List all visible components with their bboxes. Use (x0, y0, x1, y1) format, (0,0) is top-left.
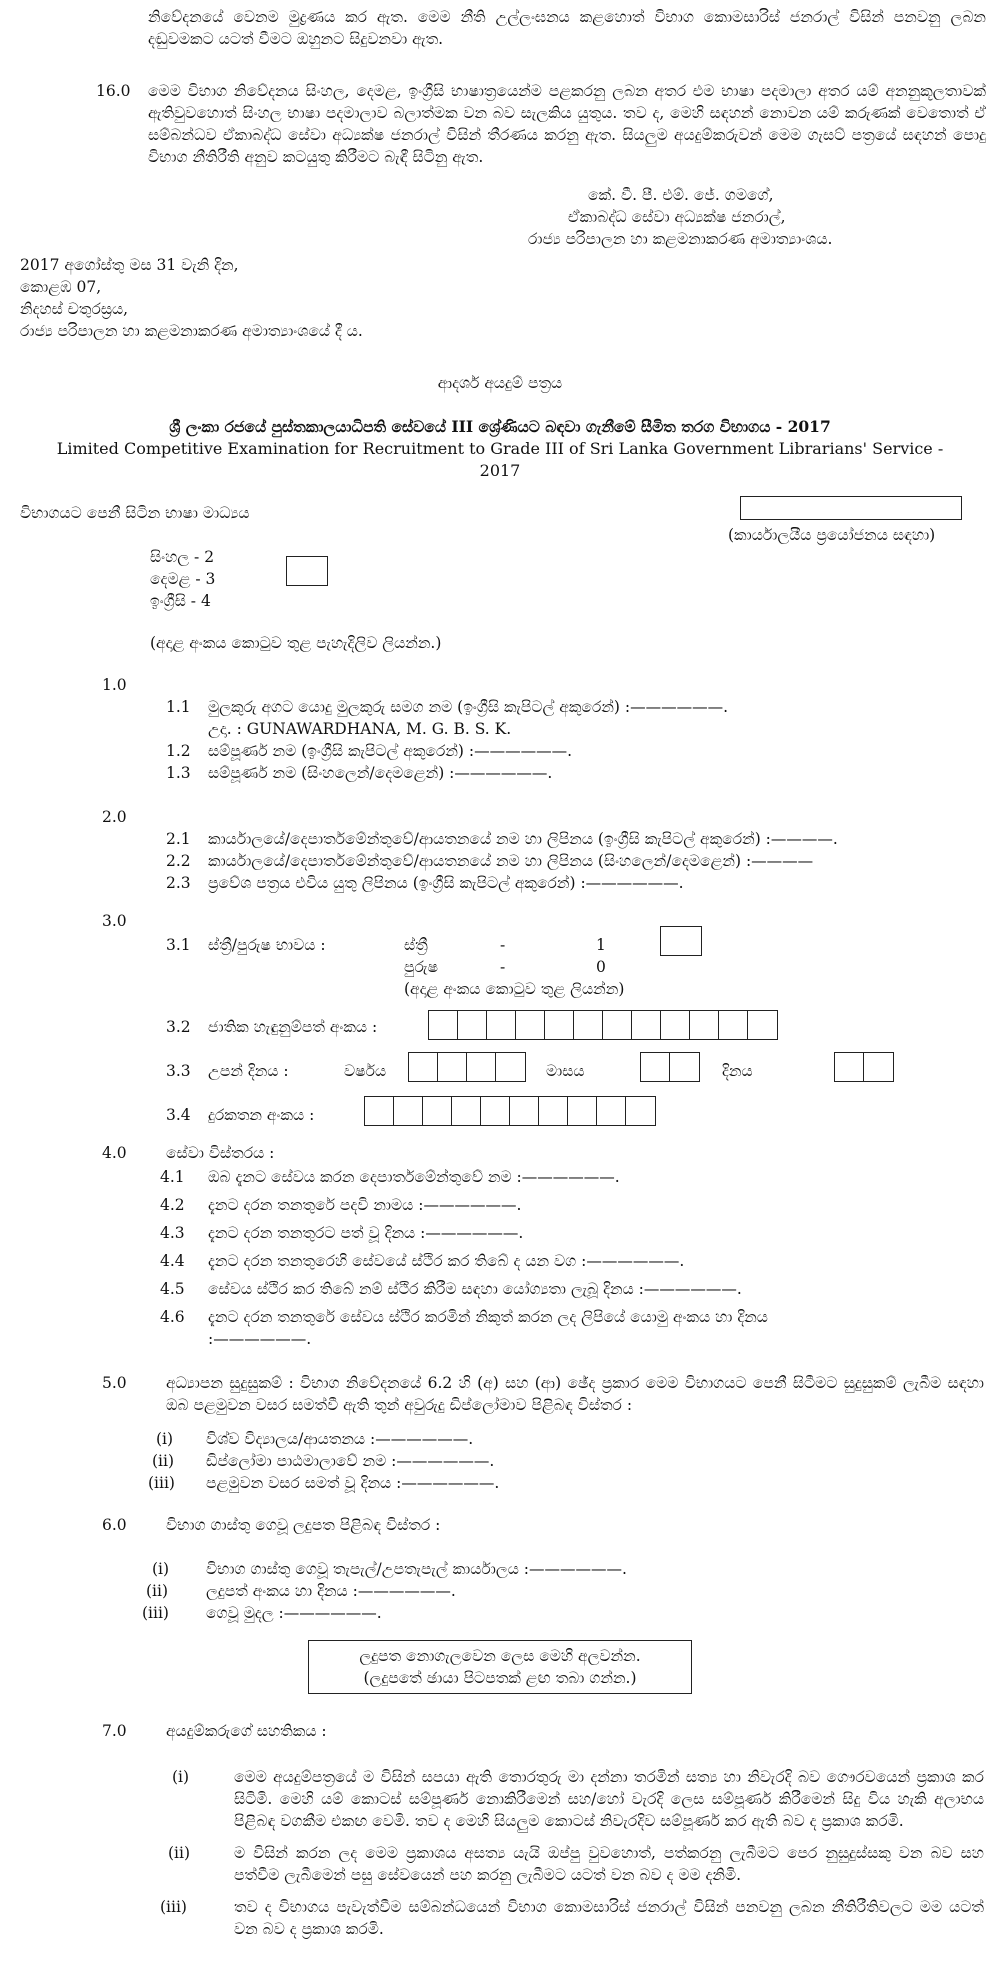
item-2-3-number: 2.3 (166, 874, 191, 892)
gender-label: ස්ත්‍රී/පුරුෂ භාවය : (208, 936, 326, 954)
office-use-box[interactable] (740, 496, 962, 520)
office-use-label: (කාර්යාලයීය ප්‍රයෝජනය සඳහා) (728, 526, 936, 544)
item-1-2-number: 1.2 (166, 742, 191, 760)
section-2-number: 2.0 (102, 808, 127, 826)
form-title-english-1: Limited Competitive Examination for Recruitment to Grade III of Sri Lanka Government Librarians' Service - (56, 439, 944, 458)
nic-number-boxes[interactable] (428, 1010, 778, 1040)
dob-month-label: මාසය (546, 1062, 585, 1080)
place-line-1: කොළඹ 07, (20, 278, 102, 296)
item-7-i-number: (i) (172, 1768, 190, 1786)
medium-option-tamil: දෙමළ - 3 (150, 570, 216, 588)
medium-option-english: ඉංග්‍රීසි - 4 (150, 592, 211, 610)
item-1-1-text: මුලකුරු අගට යොදු මුලකුරු සමග නම (ඉංග්‍රීසි කැපිටල් අකුරෙන්) :——————. (208, 698, 729, 716)
item-5-ii-number: (ii) (152, 1452, 175, 1470)
gender-male-dash: - (500, 958, 506, 976)
item-3-1-number: 3.1 (166, 936, 191, 954)
item-5-i-text: විශ්ව විද්‍යාලය/ආයතනය :——————. (206, 1430, 474, 1448)
item-6-i-number: (i) (152, 1560, 170, 1578)
gender-female-dash: - (500, 936, 506, 954)
item-5-iii-text: පළමුවන වසර සමත් වූ දිනය :——————. (206, 1474, 500, 1492)
item-7-ii-number: (ii) (168, 1844, 191, 1862)
item-4-6-number: 4.6 (160, 1308, 185, 1326)
dob-year-boxes[interactable] (408, 1052, 526, 1082)
item-4-6-line: :——————. (208, 1330, 312, 1348)
item-6-i-text: විභාග ගාස්තු ගෙවූ තැපැල්/උපතැපැල් කාර්යාලය :——————. (206, 1560, 627, 1578)
item-2-2-text: කාර්යාලයේ/දෙපාර්තමේන්තුවේ/ආයතනයේ නම හා ලිපිනය (සිංහලෙන්/දෙමළෙන්) :———— (208, 852, 814, 870)
item-2-1-number: 2.1 (166, 830, 191, 848)
item-4-1-number: 4.1 (160, 1168, 185, 1186)
gender-code-box[interactable] (660, 926, 702, 956)
receipt-note-line-2: (ලදුපතේ ඡායා පිටපතක් ළඟ තබා ගන්න.) (363, 1669, 637, 1687)
gender-female-label: ස්ත්‍රී (404, 936, 428, 954)
section-6-heading: විභාග ගාස්තු ගෙවූ ලදුපත පිළිබඳ විස්තර : (166, 1516, 441, 1534)
form-label: ආදර්ශ අයදුම් පත්‍රය (437, 374, 563, 392)
receipt-paste-box (308, 1640, 692, 1694)
item-7-ii-text: ම විසින් කරන ලද මෙම ප්‍රකාශය අසත්‍ය යැයි ඔප්පු වුවහොත්, පත්කරනු ලැබීමට පෙර නුසුදුස්සකු වන බව සහ පත්වීම ලැබීමෙන් පසු සේවයෙන් පහ කරනු ලැබීමට යටත් වන බව ද මම දනිමි. (234, 1844, 984, 1884)
item-7-iii-text: තව ද විභාගය පැවැත්වීම සම්බන්ධයෙන් විභාග කොමසාරිස් ජනරාල් විසින් පනවනු ලබන නීතිරීතිවලට මම යටත් වන බව ද ප්‍රකාශ කරමි. (234, 1898, 984, 1938)
section-5-paragraph: අධ්‍යාපන සුදුසුකම් : විභාග නිවේදනයේ 6.2 හි (අ) සහ (ආ) ඡේද ප්‍රකාර මෙම විභාගයට පෙනී සිටීමට සුදුසුකම් ලැබීම සඳහා ඔබ පළමුවන වසර සමත්වී ඇති තුන් අවුරුදු ඩිප්ලෝමාව පිළිබඳ විස්තර : (166, 1374, 984, 1414)
item-5-ii-text: ඩිප්ලෝමා පාඨමාලාවේ නම :——————. (206, 1452, 495, 1470)
item-7-iii-number: (iii) (160, 1898, 187, 1916)
item-4-4-text: දැනට දරන තනතුරෙහි සේවයේ ස්ථිර කර තිබේ ද යන වග :——————. (208, 1252, 685, 1270)
item-5-i-number: (i) (156, 1430, 174, 1448)
signature-name: කේ. වී. පී. එම්. ජේ. ගමගේ, (588, 186, 774, 204)
medium-label: විභාගයට පෙනී සිටින භාෂා මාධ්‍යය (20, 504, 250, 522)
section-16-paragraph: මෙම විභාග නිවේදනය සිංහල, දෙමළ, ඉංග්‍රීසි භාෂාත්‍රයෙන්ම පළකරනු ලබන අතර එම භාෂා පදමාලා අතර යම් අනනුකූලතාවක් ඇතිවුවහොත් සිංහල භාෂා පදමාලාව බලාත්මක වන බව සැලකිය යුතුය. තව ද, මෙහි සඳහන් නොවන යම් කරුණක් වෙතොත් ඒ සම්බන්ධව ඒකාබද්ධ සේවා අධ්‍යක්ෂ ජනරාල් විසින් තීරණය කරනු ඇත. සියලුම අයදුම්කරුවන් මෙම ගැසට් පත්‍රයේ සඳහන් පොදු විභාග නීතිරීති අනුව කටයුතු කිරීමට බැඳී සිටිනු ඇත. (148, 82, 986, 166)
item-1-1-example: උදා. : GUNAWARDHANA, M. G. B. S. K. (208, 720, 512, 738)
item-6-iii-number: (iii) (142, 1604, 169, 1622)
nic-label: ජාතික හැඳුනුම්පත් අංකය : (208, 1018, 378, 1036)
intro-paragraph: නිවේදනයේ වෙනම මුද්‍රණය කර ඇත. මෙම නීති උල්ලංඝනය කළහොත් විභාග කොමසාරිස් ජනරාල් විසින් පනවනු ලබන දඬුවමකට යටත් වීමට ඔහුනට සිදුවනවා ඇත. (148, 8, 986, 48)
gender-female-code: 1 (596, 936, 606, 954)
item-4-1-text: ඔබ දැනට සේවය කරන දෙපාර්තමේන්තුවේ නම :——————. (208, 1168, 620, 1186)
item-6-iii-text: ගෙවූ මුදල :——————. (206, 1604, 382, 1622)
item-4-2-number: 4.2 (160, 1196, 185, 1214)
item-7-i-text: මෙම අයදුම්පත්‍රයේ ම විසින් සපයා ඇති තොරතුරු මා දන්නා තරමින් සත්‍ය හා නිවැරදි බව ගෞරවයෙන් ප්‍රකාශ කර සිටිමි. මෙහි යම් කොටස් සම්පූර්ණ නොකිරීමෙන් සහ/හෝ වැරදි ලෙස සම්පූර්ණ කිරීමෙන් සිදු විය හැකි අලාභය පිළිබඳ වගකීම එකඟ වෙමි. තව ද මෙහි සියලුම කොටස් නිවැරදිව සම්පූර්ණ කර ඇති බව ද ප්‍රකාශ කරමි. (234, 1768, 984, 1830)
form-title-english-2: 2017 (479, 461, 521, 480)
dob-month-boxes[interactable] (640, 1052, 700, 1082)
item-2-1-text: කාර්යාලයේ/දෙපාර්තමේන්තුවේ/ආයතනයේ නම හා ලිපිනය (ඉංග්‍රීසි කැපිටල් අකුරෙන්) :————. (208, 830, 838, 848)
section-7-heading: අයදුම්කරුගේ සහතිකය : (166, 1722, 327, 1740)
item-6-ii-number: (ii) (146, 1582, 169, 1600)
item-3-2-number: 3.2 (166, 1018, 191, 1036)
item-1-1-number: 1.1 (166, 698, 191, 716)
item-1-3-number: 1.3 (166, 764, 191, 782)
section-4-number: 4.0 (102, 1144, 127, 1162)
section-16-number: 16.0 (96, 82, 131, 100)
dob-day-boxes[interactable] (834, 1052, 894, 1082)
phone-number-boxes[interactable] (364, 1096, 656, 1126)
signature-title: ඒකාබද්ධ සේවා අධ්‍යක්ෂ ජනරාල්, (568, 208, 786, 226)
item-5-iii-number: (iii) (148, 1474, 175, 1492)
item-3-3-number: 3.3 (166, 1062, 191, 1080)
item-4-2-text: දැනට දරන තනතුරේ පදවි නාමය :——————. (208, 1196, 522, 1214)
section-3-number: 3.0 (102, 912, 127, 930)
dob-year-label: වර්ෂය (344, 1062, 387, 1080)
form-title-sinhala: ශ්‍රී ලංකා රජයේ පුස්තකාලයාධිපති සේවයේ III ශ්‍රේණියට බඳවා ගැනීමේ සීමිත තරග විභාගය - 2017 (169, 417, 831, 436)
receipt-note-line-1: ලදුපත නොගැලවෙන ලෙස මෙහි අලවන්න. (359, 1647, 641, 1665)
medium-option-sinhala: සිංහල - 2 (150, 548, 215, 566)
section-6-number: 6.0 (102, 1516, 127, 1534)
section-1-number: 1.0 (102, 676, 127, 694)
item-1-2-text: සම්පූර්ණ නම (ඉංග්‍රීසි කැපිටල් අකුරෙන්) :——————. (208, 742, 573, 760)
gender-instruction: (අදාළ අංකය කොටුව තුළ ලියන්න) (404, 980, 625, 998)
section-7-number: 7.0 (102, 1722, 127, 1740)
item-2-3-text: ප්‍රවේශ පත්‍රය එවිය යුතු ලිපිනය (ඉංග්‍රීසි කැපිටල් අකුරෙන්) :——————. (208, 874, 684, 892)
medium-instruction: (අදාළ අංකය කොටුව තුළ පැහැදිලිව ලියන්න.) (150, 634, 442, 652)
place-line-2: නිදහස් චතුරස්‍රය, (20, 300, 129, 318)
dob-day-label: දිනය (722, 1062, 753, 1080)
item-2-2-number: 2.2 (166, 852, 191, 870)
item-1-3-text: සම්පූර්ණ නම (සිංහලෙන්/දෙමළෙන්) :——————. (208, 764, 553, 782)
phone-label: දුරකතන අංකය : (208, 1106, 315, 1124)
section-5-number: 5.0 (102, 1374, 127, 1392)
signature-ministry: රාජ්‍ය පරිපාලන හා කළමනාකරණ අමාත්‍යාංශය. (528, 230, 833, 248)
item-3-4-number: 3.4 (166, 1106, 191, 1124)
item-6-ii-text: ලදුපත් අංකය හා දිනය :——————. (206, 1582, 456, 1600)
item-4-5-number: 4.5 (160, 1280, 185, 1298)
gender-male-code: 0 (596, 958, 606, 976)
medium-code-box[interactable] (286, 556, 328, 586)
place-line-3: රාජ්‍ය පරිපාලන හා කළමනාකරණ අමාත්‍යාංශයේ දී ය. (20, 322, 363, 340)
gender-male-label: පුරුෂ (404, 958, 438, 976)
item-4-3-number: 4.3 (160, 1224, 185, 1242)
item-4-6-text: දැනට දරන තනතුරේ සේවය ස්ථිර කරමින් නිකුත් කරන ලද ලිපියේ යොමු අංකය හා දිනය (208, 1308, 768, 1326)
item-4-5-text: සේවය ස්ථිර කර තිබේ නම් ස්ථිර කිරීම සඳහා යෝග්‍යතා ලැබූ දිනය :——————. (208, 1280, 742, 1298)
item-4-3-text: දැනට දරන තනතුරට පත් වූ දිනය :——————. (208, 1224, 524, 1242)
date-line: 2017 අගෝස්තු මස 31 වැනි දින, (20, 256, 239, 274)
item-4-4-number: 4.4 (160, 1252, 185, 1270)
section-4-heading: සේවා විස්තරය : (166, 1144, 275, 1162)
dob-label: උපන් දිනය : (208, 1062, 289, 1080)
